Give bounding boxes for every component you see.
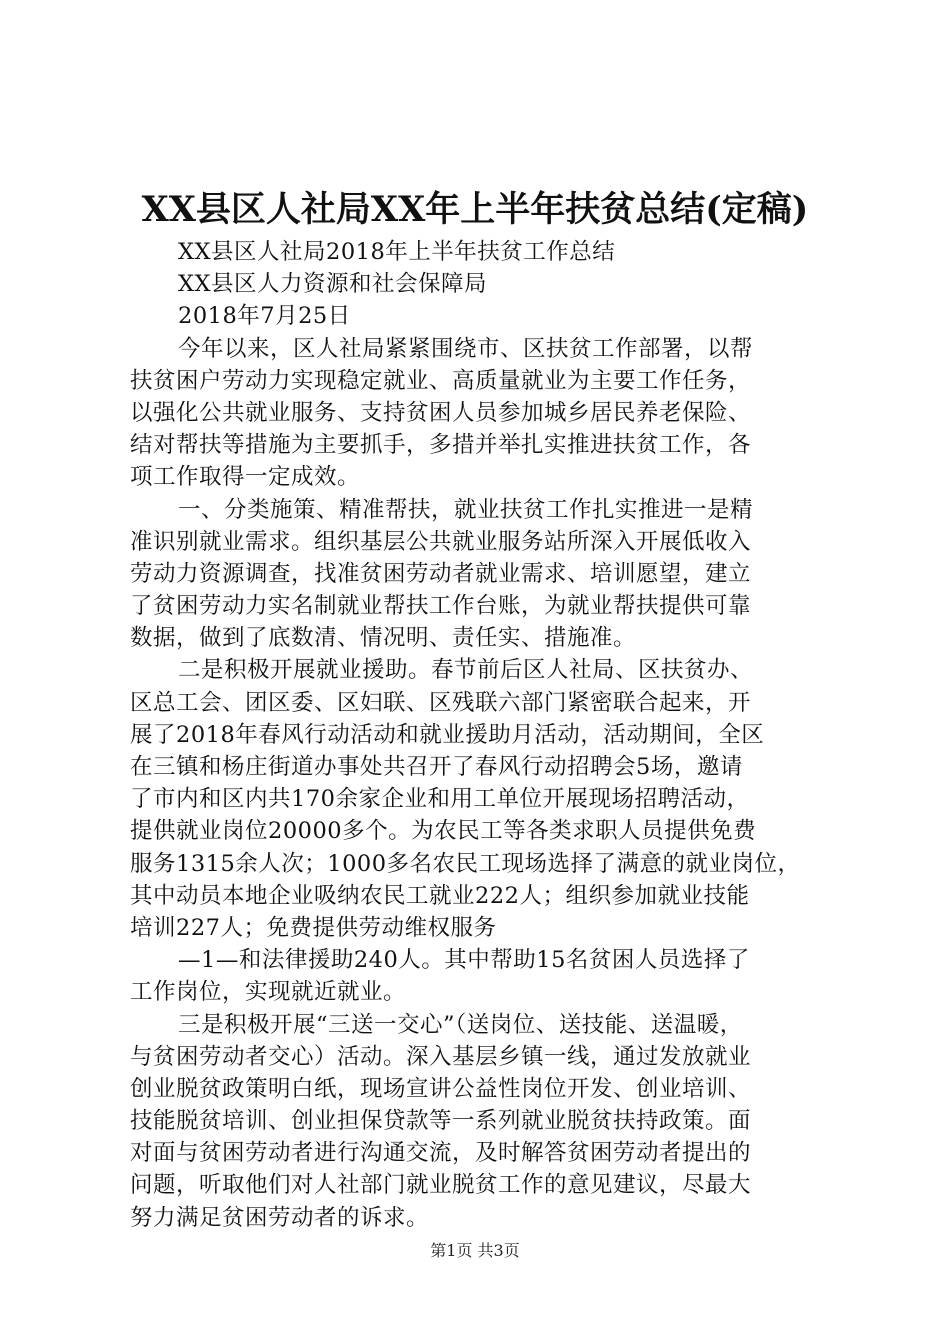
text-line: 了贫困劳动力实名制就业帮扶工作台账，为就业帮扶提供可靠 bbox=[130, 593, 752, 620]
text-line: 展了2018年春风行动活动和就业援助月活动，活动期间，全区 bbox=[130, 721, 765, 748]
page-footer: 第1页 共3页 bbox=[430, 1241, 520, 1260]
document-body bbox=[130, 236, 830, 1234]
text-line: 结对帮扶等措施为主要抓手，多措并举扎实推进扶贫工作，各 bbox=[130, 432, 752, 459]
subtitle-line: XX县区人社局2018年上半年扶贫工作总结 bbox=[178, 239, 616, 265]
text-line: 二是积极开展就业援助。春节前后区人社局、区扶贫办、 bbox=[178, 657, 754, 684]
document-title: XX县区人社局XX年上半年扶贫总结(定稿) bbox=[141, 189, 809, 230]
text-line: 技能脱贫培训、创业担保贷款等一系列就业脱贫扶持政策。面 bbox=[130, 1108, 752, 1135]
text-line: 努力满足贫困劳动者的诉求。 bbox=[130, 1204, 430, 1231]
text-line: 其中动员本地企业吸纳农民工就业222人；组织参加就业技能 bbox=[130, 882, 750, 909]
text-line: 对面与贫困劳动者进行沟通交流，及时解答贫困劳动者提出的 bbox=[130, 1140, 752, 1167]
text-line: 以强化公共就业服务、支持贫困人员参加城乡居民养老保险、 bbox=[130, 399, 752, 426]
text-line: 在三镇和杨庄街道办事处共召开了春风行动招聘会5场，邀请 bbox=[130, 754, 743, 780]
text-line: 扶贫困户劳动力实现稳定就业、高质量就业为主要工作任务， bbox=[130, 367, 752, 394]
text-line: 三是积极开展“三送一交心”（送岗位、送技能、送温暖， bbox=[178, 1011, 743, 1038]
text-line: 一、分类施策、精准帮扶，就业扶贫工作扎实推进一是精 bbox=[178, 496, 754, 523]
text-line: 今年以来，区人社局紧紧围绕市、区扶贫工作部署，以帮 bbox=[178, 335, 754, 362]
text-line: 服务1315余人次；1000多名农民工现场选择了满意的就业岗位， bbox=[130, 850, 801, 877]
date-line: 2018年7月25日 bbox=[178, 303, 351, 330]
text-line: 问题，听取他们对人社部门就业脱贫工作的意见建议，尽最大 bbox=[130, 1172, 752, 1199]
text-line: 提供就业岗位20000多个。为农民工等各类求职人员提供免费 bbox=[130, 818, 757, 845]
text-line: —1—和法律援助240人。其中帮助15名贫困人员选择了 bbox=[178, 947, 750, 974]
text-line: 了市内和区内共170余家企业和用工单位开展现场招聘活动， bbox=[130, 786, 750, 813]
text-line: 工作岗位，实现就近就业。 bbox=[130, 979, 407, 1006]
issuer-line: XX县区人力资源和社会保障局 bbox=[178, 271, 488, 298]
text-line: 数据，做到了底数清、情况明、责任实、措施准。 bbox=[130, 625, 637, 652]
text-line: 培训227人；免费提供劳动维权服务 bbox=[130, 914, 497, 941]
text-line: 与贫困劳动者交心）活动。深入基层乡镇一线，通过发放就业 bbox=[130, 1043, 752, 1070]
text-line: 劳动力资源调查，找准贫困劳动者就业需求、培训愿望，建立 bbox=[130, 560, 752, 587]
text-line: 区总工会、团区委、区妇联、区残联六部门紧密联合起来，开 bbox=[130, 689, 752, 716]
text-line: 项工作取得一定成效。 bbox=[130, 464, 361, 491]
text-line: 准识别就业需求。组织基层公共就业服务站所深入开展低收入 bbox=[130, 528, 752, 555]
text-line: 创业脱贫政策明白纸，现场宣讲公益性岗位开发、创业培训、 bbox=[130, 1075, 752, 1102]
